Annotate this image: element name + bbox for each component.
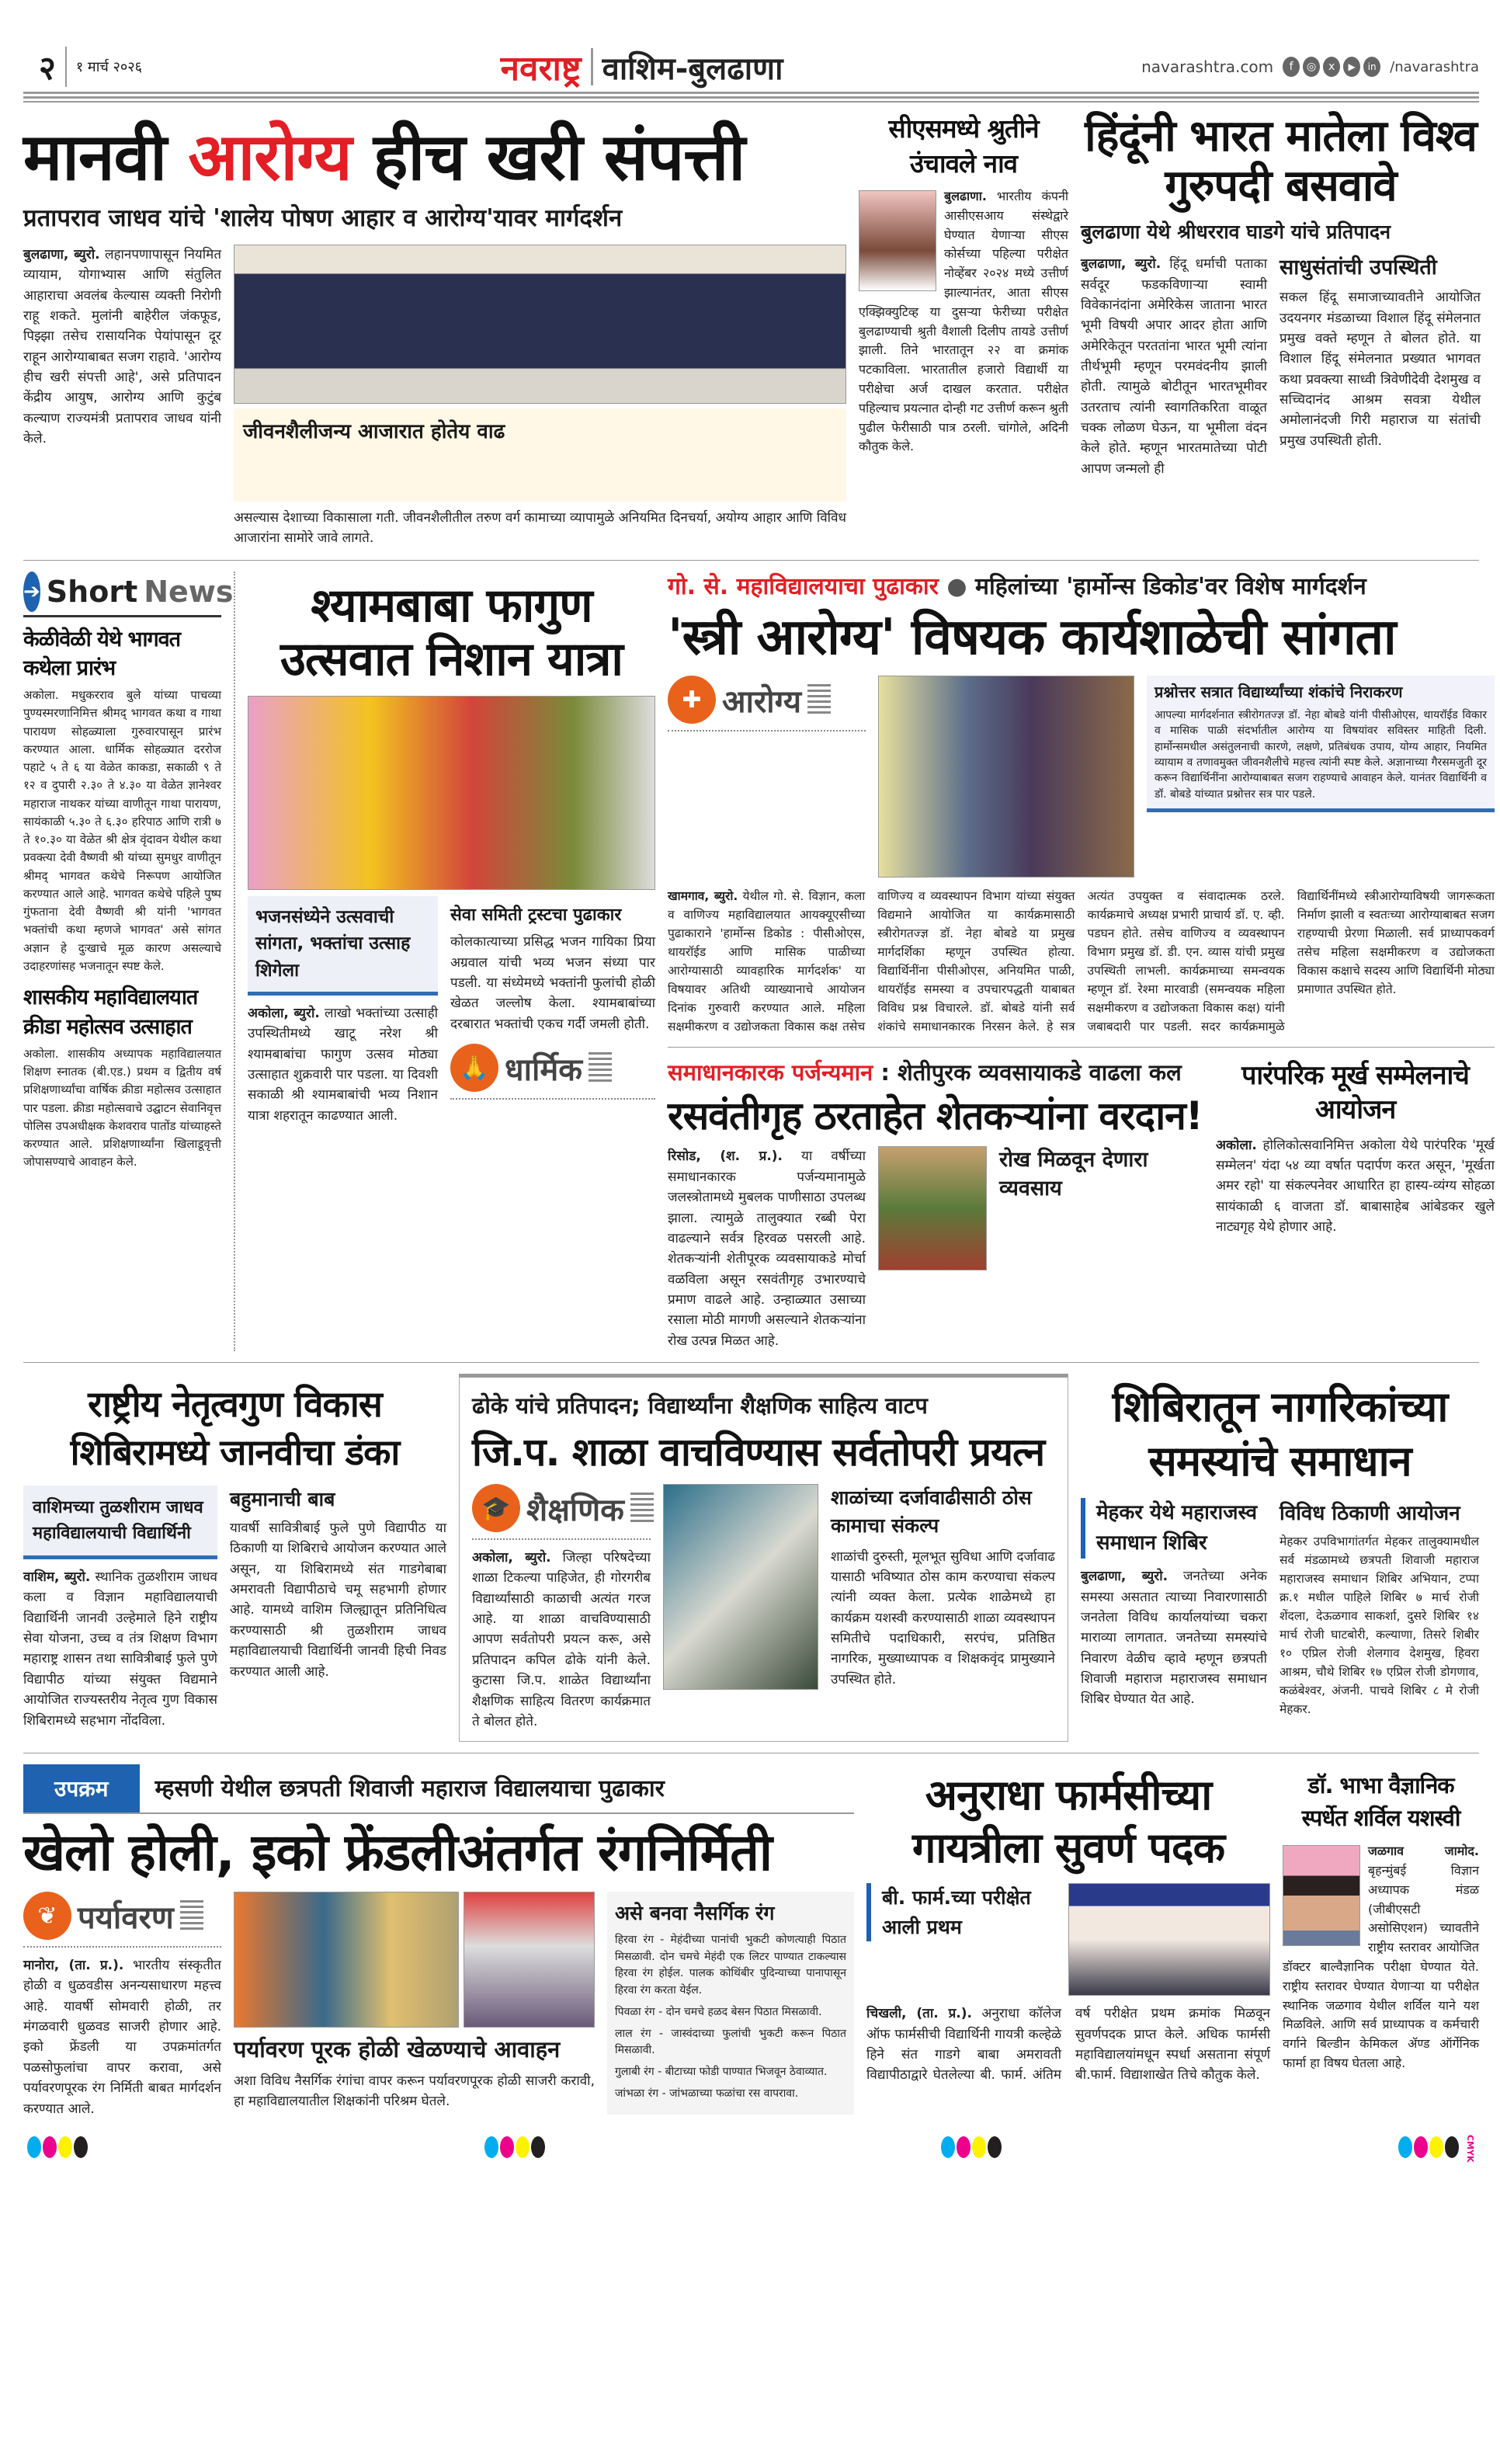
list-item: लाल रंग - जास्वंदाच्या फुलांची भुकटी करून पिठात मिसळावी.: [615, 2027, 846, 2057]
event-photo: [878, 676, 1134, 878]
rasvanti-row: [668, 1058, 1495, 1351]
info-box: [23, 1486, 217, 1559]
magenta-dot: [1414, 2136, 1428, 2158]
tag: उपक्रम: [23, 1764, 140, 1812]
short-news-header: [23, 572, 234, 617]
side-title: साधुसंतांची उपस्थिती: [1280, 255, 1437, 280]
edition-name: वाशिम-बुलढाणा: [602, 50, 783, 87]
body-text: लहानपणापासून नियमित व्यायाम, योगाभ्यास आणि संतुलित आहाराचा अवलंब केल्यास व्यक्ती निरोगी राहू शकते. मुलांनी बाहेरील जंकफूड, पिझ्झा तसेच रासायनिक पेयांपासून दूर राहून आरोग्याबाबत सजग राहावे. 'आरोग्य हीच खरी संपत्ती आहे', असे प्रतिपादन केंद्रीय आयुष, आरोग्य आणि कुटुंब कल्याण राज्यमंत्री प्रतापराव जाधव यांनी केले.: [23, 246, 222, 447]
body-text: स्थानिक तुळशीराम जाधव कला व विज्ञान महाविद्यालयाची विद्यार्थिनी जानवी उल्हेमाले हिने राष्ट्रीय सेवा योजना, उच्च व तंत्र शिक्षण विभाग महाराष्ट्र शासन तथा सावित्रीबाई फुले पुणे विद्यापीठ यांच्या संयुक्त विद्यमाने आयोजित राज्यस्तरीय नेतृत्व गुण विकास शिबिरामध्ये सहभाग नोंदविला.: [23, 1569, 218, 1729]
divider: [23, 1362, 1479, 1363]
side-body: शाळांची दुरुस्ती, मूलभूत सुविधा आणि दर्जावाढ यासाठी भविष्यात ठोस काम करण्याचा संकल्प त्यांनी व्यक्त केला. प्रत्येक शाळेमध्ये हा कार्यक्रम यशस्वी करण्यासाठी शाळा व्यवस्थापन समितीचे पदाधिकारी, सरपंच, प्रतिष्ठित नागरिक, मुख्याध्यापक व शिक्षकवृंद प्रामुख्याने उपस्थित होते.: [831, 1548, 1055, 1687]
article-tail: अशा विविध नैसर्गिक रंगांचा वापर करून पर्यावरणपूरक होळी साजरी करावी, हा महाविद्यालयातील शिक्षकांनी परिश्रम घेतले.: [234, 2073, 595, 2110]
news-item: [23, 625, 221, 976]
subhead: बुलढाणा येथे श्रीधरराव घाडगे यांचे प्रतिपादन: [1081, 220, 1391, 243]
kicker-red: समाधानकारक पर्जन्यमान: [668, 1059, 873, 1086]
group-photo: [234, 245, 846, 404]
print-marks: [23, 2135, 1479, 2163]
body-text: लाखो भक्तांच्या उत्साही उपस्थितीमध्ये खाटू नरेश श्री श्यामबाबांचा फागुण उत्सव मोठ्या उत्साहात शुक्रवारी पार पडला. या दिवशी सकाळी श्री श्यामबाबांची भव्य निशान यात्रा शहरातून काढण्यात आली.: [248, 1006, 439, 1124]
article-body: [1216, 1135, 1495, 1238]
headline: 'स्त्री आरोग्य' विषयक कार्यशाळेची सांगता: [668, 608, 1396, 666]
facebook-icon[interactable]: f: [1283, 57, 1300, 77]
divider: [65, 47, 67, 87]
story-columns: [472, 1484, 1055, 1732]
event-photo: [464, 1892, 595, 2028]
dateline: अकोला, ब्युरो.: [248, 1006, 320, 1022]
story-columns: [23, 1486, 446, 1731]
body-text: येथील गो. से. विज्ञान, कला व वाणिज्य महाविद्यालयात आयक्यूएसीच्या पुढाकाराने 'हार्मोन्स डिकोड : पीसीओएस, थायरॉईड आणि मासिक पाळीच्या आरोग्यासाठी व्यावहारिक मार्गदर्शक' या विषयावर अतिथी व्याख्यानाचे आयोजन दिनांक गुरुवारी करण्यात आले. महिला सक्षमीकरण व उद्योजकता विकास कक्ष तसेच वाणिज्य व व्यवस्थापन विभाग यांच्या संयुक्त विद्यमाने आयोजित या कार्यक्रमासाठी स्त्रीरोगतज्ज्ञ डॉ. नेहा बोबडे या प्रमुख मार्गदर्शिका म्हणून उपस्थित होत्या. विद्यार्थिनींना पीसीओएस, अनियमित पाळी, थायरॉईड समस्या व उपचारपद्धती याबाबत विविध प्रश्न विचारले. डॉ. बोबडे यांनी सर्व शंकांचे समाधानकारक निरसन केले. हे सत्र अत्यंत उपयुक्त व संवादात्मक ठरले. कार्यक्रमाचे अध्यक्ष प्रभारी प्राचार्य डॉ. ए. व्ही. पडघन होते. तसेच वाणिज्य व व्यवस्थापन विभाग प्रमुख डॉ. डी. एन. व्यास यांची प्रमुख उपस्थिती लाभली. कार्यक्रमाच्या समन्वयक म्हणून डॉ. रेश्मा मारवाडी (समन्वयक महिला सक्षमीकरण व उद्योजकता विकास कक्ष) यांनी जबाबदारी पार पडली. सदर कार्यक्रमामुळे विद्यार्थिनींमध्ये स्त्रीआरोग्याविषयी जागरूकता निर्माण झाली व स्वतःच्या आरोग्याबाबत सजग राहण्याची प्रेरणा मिळाली. सर्व प्राध्यापकवर्ग तसेच महिला सक्षमीकरण व उद्योजकता विकास कक्षाचे सदस्य आणि विद्यार्थिनी मोठ्या प्रमाणात उपस्थित होते.: [668, 889, 1495, 1034]
box-title: वाशिमच्या तुळशीराम जाधव महाविद्यालयाची विद्यार्थिनी: [33, 1498, 203, 1544]
dateline: बुलढाणा, ब्युरो.: [1081, 1569, 1168, 1585]
story-cs: [859, 112, 1068, 457]
section-tag: [472, 1484, 651, 1540]
headline: श्यामबाबा फागुण उत्सवात निशान यात्रा: [280, 578, 623, 686]
row-lower: [23, 1374, 1479, 1742]
divider: [234, 572, 235, 1351]
left-column: [23, 1892, 221, 2119]
row-top: [23, 112, 1479, 549]
article-body: [23, 245, 221, 449]
info-box: [607, 1892, 854, 2115]
row-bottom: [23, 1764, 1479, 2119]
row-middle: [23, 572, 1495, 1351]
headline: खेलो होली, इको फ्रेंडलीअंतर्गत रंगनिर्मिती: [23, 1823, 772, 1883]
dateline: वाशिम, ब्युरो.: [23, 1569, 91, 1586]
namaste-icon: 🙏: [450, 1044, 498, 1092]
side-title: सेवा समिती ट्रस्टचा पुढाकार: [450, 905, 622, 925]
article-body: [859, 187, 1068, 457]
cmyk-label: CMYK: [1464, 2134, 1475, 2163]
youtube-icon[interactable]: ▶: [1343, 57, 1360, 77]
story-holi: [23, 1764, 854, 2119]
headline: [23, 120, 846, 195]
dateline: चिखली, (ता. प्र.).: [866, 2006, 972, 2022]
kicker-red: गो. से. महाविद्यालयाचा पुढाकार: [668, 572, 939, 600]
media-row: [866, 1883, 1270, 1996]
story-murkh: [1216, 1058, 1495, 1237]
linkedin-icon[interactable]: in: [1363, 57, 1380, 77]
article-body: [1283, 1842, 1479, 2073]
sugarcane-photo: [878, 1146, 987, 1270]
event-photo: [234, 1892, 459, 2028]
side-title: शाळांच्या दर्जावाढीसाठी ठोस कामाचा संकल्प: [831, 1486, 1032, 1538]
story-hindu: [1081, 112, 1481, 479]
article-body: [866, 2004, 1270, 2085]
decorative-lines: [630, 1493, 654, 1524]
cyan-dot: [941, 2136, 955, 2158]
story-columns: [23, 245, 846, 549]
instagram-icon[interactable]: ◎: [1303, 57, 1320, 77]
story-columns: [23, 1892, 854, 2119]
info-box: [248, 896, 438, 996]
article-body: [23, 1567, 217, 1731]
section-tag: [23, 1892, 221, 1948]
yellow-dot: [516, 2136, 530, 2158]
item-title: शासकीय महाविद्यालयात क्रीडा महोत्सव उत्साहात: [23, 985, 198, 1039]
article-body: [1081, 254, 1267, 479]
student-photo: [859, 190, 936, 291]
graduation-cap-icon: 🎓: [472, 1484, 520, 1532]
divider: [591, 48, 593, 85]
masthead: [23, 45, 1479, 89]
story-columns: [1081, 254, 1481, 479]
label: News: [144, 574, 234, 609]
story-columns: [1081, 1498, 1479, 1719]
article-body: [248, 1003, 438, 1126]
kicker-bar: [23, 1764, 854, 1814]
headline: डॉ. भाभा वैज्ञानिक स्पर्धेत शर्विल यशस्वी: [1301, 1772, 1460, 1832]
magenta-dot: [957, 2136, 970, 2158]
info-box: [866, 1883, 1061, 1941]
yellow-dot: [1429, 2136, 1443, 2158]
story-zp: [459, 1374, 1068, 1742]
section-label: पर्यावरण: [78, 1899, 174, 1936]
story-shibir: [1081, 1374, 1479, 1719]
dateline: खामगाव, ब्युरो.: [668, 889, 738, 904]
website-link[interactable]: navarashtra.com: [1141, 57, 1274, 76]
dateline: बुलढाणा.: [944, 189, 987, 204]
left-column: [23, 1486, 217, 1731]
dateline: रिसोड, (श. प्र.).: [668, 1149, 783, 1165]
headline-part: हीच खरी संपत्ती: [351, 119, 745, 195]
left-column: [1081, 1498, 1267, 1709]
section-tag: [668, 676, 866, 732]
side-title: बहुमानाची बाब: [230, 1488, 335, 1511]
kicker: म्हसणी येथील छत्रपती शिवाजी महाराज विद्यालयाचा पुढाकार: [155, 1774, 665, 1802]
info-box: [1081, 1498, 1267, 1559]
side-title: विविध ठिकाणी आयोजन: [1280, 1502, 1460, 1526]
story-health: [23, 112, 846, 549]
dateline: अकोला.: [1216, 1137, 1257, 1153]
dateline: जळगाव जामोद.: [1368, 1844, 1479, 1859]
student-photo: [1283, 1845, 1360, 1946]
x-icon[interactable]: x: [1323, 57, 1340, 77]
headline: जि.प. शाळा वाचविण्यास सर्वतोपरी प्रयत्न: [472, 1429, 1045, 1475]
label: Short: [46, 574, 138, 609]
short-news: [23, 572, 234, 1172]
subhead: रोख मिळवून देणारा व्यवसाय: [999, 1148, 1148, 1201]
social-icons: [1283, 57, 1380, 77]
magenta-dot: [500, 2136, 514, 2158]
black-dot: [988, 2136, 1002, 2158]
box-title: मेहकर येथे महाराजस्व समाधान शिबिर: [1096, 1501, 1258, 1555]
story-columns: [668, 1146, 1203, 1350]
list-item: जांभळा रंग - जांभळाच्या फळांचा रस वापरावा.: [615, 2087, 799, 2100]
side-body: कोलकात्याच्या प्रसिद्ध भजन गायिका प्रिया अग्रवाल यांची भव्य भजन संध्या पार पडली. या संध्येमध्ये भक्तांनी फुलांची होळी खेळत जल्लोष केला. श्यामबाबांच्या दरबारात भक्तांची एकच गर्दी जमली होती.: [450, 934, 655, 1032]
right-column: [450, 896, 655, 1100]
section-tag: [450, 1044, 655, 1100]
box-title: जीवनशैलीजन्य आजारात होतेय वाढ: [243, 419, 505, 443]
divider: [23, 560, 1479, 561]
middle-column: [234, 1892, 595, 2111]
list-item: हिरवा रंग - मेहंदीच्या पानांची भुकटी कोणत्याही पिठात मिसळावी. दोन चमचे मेहंदी एक लिटर पाण्यात टाकल्यास हिरवा रंग होईल. पालक कोथिंबीर पुदिन्याच्या पानापासून हिरवा रंग करता येईल.: [615, 1934, 846, 1997]
headline: रसवंतीगृह ठरताहेत शेतकऱ्यांना वरदान!: [668, 1093, 1203, 1138]
body-text: या वर्षीच्या समाधानकारक पर्जन्यमानामुळे जलस्त्रोतामध्ये मुबलक पाणीसाठा उपलब्ध झाला. त्यामुळे तालुक्यात रब्बी पेरा वाढल्याने सर्वत्र हिरवळ पसरली आहे. शेतकऱ्यांनी शेतीपूरक व्यवसायाकडे मोर्चा वळविला असून रसवंतीगृह उभारण्याचे प्रमाण वाढले आहे. उन्हाळ्यात उसाच्या रसाला मोठी मागणी असल्याने शेतकऱ्यांना रोख उत्पन्न मिळत आहे.: [668, 1149, 866, 1349]
registration-marks: [484, 2136, 547, 2161]
article-body: [668, 1146, 866, 1350]
yellow-dot: [972, 2136, 986, 2158]
headline: सीएसमध्ये श्रुतीने उंचावले नाव: [888, 113, 1039, 179]
decorative-lines: [589, 1052, 612, 1083]
black-dot: [531, 2136, 545, 2158]
dateline: अकोला, ब्युरो.: [472, 1550, 551, 1566]
body-text: बृहन्मुंबई विज्ञान अध्यापक मंडळ (जीबीएसटी असोसिएशन) च्यावतीने राष्ट्रीय स्तरावर आयोजित डॉक्टर बाल्वैज्ञानिक परीक्षा घेण्यात येते. राष्ट्रीय स्तरावर घेण्यात येणाऱ्या या परीक्षेत स्थानिक जळगाव येथील शर्विल याने यश मिळविले. आणि सर्व प्राध्यापक व कर्मचारी वर्गाने बिल्डीन केमिकल ॲण्ड ऑर्गेनिक फार्मा हा विषय घेतला आहे.: [1283, 1863, 1479, 2071]
story-bhabha: [1283, 1764, 1479, 2073]
section-label: शैक्षणिक: [526, 1492, 624, 1528]
headline-part: मानवी: [23, 119, 189, 195]
kicker: [668, 1058, 1203, 1088]
dateline: मानोरा, (ता. प्र.).: [23, 1958, 124, 1974]
headline: अनुराधा फार्मसीच्या गायत्रीला सुवर्ण पदक: [911, 1771, 1225, 1872]
decorative-lines: [807, 684, 831, 715]
article-body: [668, 887, 1495, 1036]
story-anuradha: [866, 1764, 1270, 2085]
social-handle[interactable]: /navarashtra: [1390, 58, 1480, 75]
section-label: आरोग्य: [722, 683, 802, 720]
subhead: पर्यावरण पूरक होळी खेळण्याचे आवाहन: [234, 2036, 561, 2063]
left-column: [248, 896, 438, 1127]
headline: शिबिरातून नागरिकांच्या समस्यांचे समाधान: [1112, 1381, 1448, 1486]
story-gose: [668, 572, 1495, 1037]
info-box: [1147, 676, 1495, 812]
right-stack: [668, 572, 1495, 1351]
article-tail: असल्यास देशाच्या विकासाला गती. जीवनशैलीतील तरुण वर्ग कामाच्या व्यापामुळे अनियमित दिनचर्या, अयोग्य आहार आणि विविध आजारांना सामोरे जावे लागते.: [234, 509, 846, 547]
leaf-icon: ❦: [23, 1892, 71, 1940]
headline-highlight: आरोग्य: [188, 119, 352, 195]
info-box: [234, 408, 846, 502]
story-right: [234, 245, 846, 549]
award-photo: [1068, 1883, 1270, 1996]
page-number: २: [39, 48, 56, 87]
box-title: प्रश्नोत्तर सत्रात विद्यार्थ्यांच्या शंकांचे निराकरण: [1155, 683, 1403, 702]
kicker: ढोके यांचे प्रतिपादन; विद्यार्थ्यांना शैक्षणिक साहित्य वाटप: [472, 1392, 928, 1419]
box-body: आपल्या मार्गदर्शनात स्त्रीरोगतज्ज्ञ डॉ. नेहा बोबडे यांनी पीसीओएस, थायरॉईड विकार व मासिक पाळी संदर्भातील आरोग्य या विषयांवर सविस्तर माहिती दिली. हार्मोन्समधील असंतुलनाची कारणे, लक्षणे, प्रतिबंधक उपाय, योग्य आहार, नियमित व्यायाम व तणावमुक्त जीवनशैलीचे महत्त्व त्यांनी स्पष्ट केले. अज्ञानाच्या गैरसमजुती दूर करून विद्यार्थिनींना आरोग्याबाबत सजग राहण्याचे आवाहन केले. यानंतर विद्यार्थिनी व डॉ. बोबडे यांच्यात प्रश्नोत्तर सत्र पार पडले.: [1155, 709, 1487, 801]
registration-marks: [941, 2136, 1003, 2161]
subhead: प्रतापराव जाधव यांचे 'शालेय पोषण आहार व आरोग्य'यावर मार्गदर्शन: [23, 203, 623, 232]
media-row: [668, 676, 1495, 878]
box-title: असे बनवा नैसर्गिक रंग: [615, 1902, 775, 1925]
right-column: [230, 1486, 446, 1682]
story-columns: [248, 896, 655, 1127]
headline: हिंदूंनी भारत मातेला विश्व गुरुपदी बसवावे: [1085, 111, 1477, 212]
body-text: हिंदू धर्माची पताका सर्वदूर फडकविणाऱ्या स्वामी विवेकानंदांना अमेरिकेस जाताना भारत भूमी विषयी अपार आदर होता आणि अमेरिकेतून परततांना भारत भूमी त्यांना तीर्थभूमी म्हणून परमवंदनीय झाली होती. त्यामुळे बोटीतून भारतभूमीवर उतरताच त्यांनी स्वागतिकरिता वाळूत चक्क लोळण घेऊन, या भूमीला वंदन केले होते. म्हणून भारतमातेच्या पोटी आपण जन्मलो ही: [1081, 256, 1267, 477]
masthead-rule: [23, 92, 1479, 103]
side-column: [1280, 254, 1481, 451]
item-title: केळीवेळी येथे भागवत कथेला प्रारंभ: [23, 627, 181, 681]
cyan-dot: [484, 2136, 498, 2158]
right-column: [831, 1484, 1055, 1690]
photo-row: [234, 1892, 595, 2028]
story-janvi: [23, 1374, 446, 1731]
body-text: भारतीय संस्कृतीत होळी व धुळवडीस अनन्यसाधारण महत्त्व आहे. यावर्षी सोमवारी होळी, तर मंगळवारी धुळवड साजरी होणार आहे. इको फ्रेंडली या उपक्रमांतर्गत पळसोफुलांचा वापर करावा, असे पर्यावरणपूरक रंग निर्मिती बाबत मार्गदर्शन करण्यात आले.: [23, 1958, 221, 2117]
box-title: बी. फार्म.च्या परीक्षेत आली प्रथम: [882, 1886, 1031, 1938]
box-title: भजनसंध्येने उत्सवाची सांगता, भक्तांचा उत्साह शिगेला: [255, 906, 411, 981]
side-body: मेहकर उपविभागांतर्गत मेहकर तालुक्यामधील सर्व मंडळामध्ये छत्रपती शिवाजी महाराज महाराजस्व समाधान शिबिर अभियान, टप्पा क्र.१ मधील पाहिले शिबिर ७ मार्च रोजी शेंदला, देऊळगाव साकर्शा, दुसरे शिबिर १४ मार्च रोजी घाटबोरी, कल्याणा, तिसरे शिबीर १० एप्रिल रोजी शेलगाव देशमुख, हिवरा आश्रम, चौथे शिबिर १७ एप्रिल रोजी डोगणाव, कळंबेश्वर, अंजनी. पाचवे शिबिर ८ मे रोजी मेहकर.: [1280, 1534, 1479, 1717]
registration-marks: [27, 2136, 89, 2161]
health-icon: ✚: [668, 676, 716, 724]
magenta-dot: [43, 2136, 57, 2158]
body-text: होलिकोत्सवानिमित्त अकोला येथे पारंपरिक 'मूर्ख सम्मेलन' यंदा ५४ व्या वर्षात पदार्पण करत असून, 'मूर्खता अमर रहो' या संकल्पनेवर आधारित हा हास्य-व्यंग्य सोहळा सायंकाळी ६ वाजता डॉ. बाबासाहेब आंबेडकर खुले नाट्यगृह येथे होणार आहे.: [1216, 1137, 1495, 1235]
kicker-text: महिलांच्या 'हार्मोन्स डिकोड'वर विशेष मार्गदर्शन: [975, 572, 1366, 600]
story-shyambaba: [248, 572, 655, 1127]
section-label: धार्मिक: [505, 1051, 582, 1088]
body-text: अनुराधा कॉलेज ऑफ फार्मसीची विद्यार्थिनी गायत्री कल्हेळे हिने संत गाडगे बाबा अमरावती विद्यापीठाद्वारे घेतलेल्या बी. फार्म. अंतिम वर्ष परीक्षेत प्रथम क्रमांक मिळवून सुवर्णपदक प्राप्त केले. अधिक फार्मसी महाविद्यालयांमधून स्पर्धा असताना संपूर्ण बी.फार्म. विद्याशाखेत तिचे कौतुक केले.: [866, 2006, 1270, 2083]
black-dot: [1445, 2136, 1459, 2158]
kicker-text: : शेतीपुरक व्यवसायाकडे वाढला कल: [873, 1059, 1182, 1086]
decorative-lines: [180, 1900, 203, 1931]
side-body: यावर्षी सावित्रीबाई फुले पुणे विद्यापीठ या ठिकाणी या शिबिराचे आयोजन करण्यात आले असून, या शिबिरामध्ये संत गाडगेबाबा अमरावती विद्यापीठाचे चमू सहभागी होणार आहे. यामध्ये वाशिम जिल्ह्यातून प्रतिनिधित्व करण्यासाठी श्री तुळशीराम जाधव महाविद्यालयाची विद्यार्थिनी जानवी हिची निवड करण्यात आली आहे.: [230, 1520, 446, 1680]
left-column: [472, 1484, 651, 1732]
side-body: सकल हिंदू समाजाच्यावतीने आयोजित उदयनगर मंडळाच्या विशाल हिंदू संमेलनात प्रमुख वक्ते म्हणून ते बोलत होते. या विशाल हिंदू संमेलनात प्रख्यात भागवत कथा प्रवक्त्या साध्वी त्रिवेणीदेवी देशमुख व सच्चिदानंद आश्रम सवत्रा येथील अमोलानंदजी गिरी महाराज या संतांची प्रमुख उपस्थिती होती.: [1280, 290, 1481, 449]
color-list: [615, 1932, 846, 2102]
headline: राष्ट्रीय नेतृत्वगुण विकास शिबिरामध्ये जानवीचा डंका: [70, 1382, 400, 1474]
divider: [668, 1047, 1495, 1048]
cyan-dot: [1398, 2136, 1412, 2158]
article-body: [472, 1548, 651, 1732]
newspaper-logo[interactable]: नवराष्ट्र: [500, 49, 582, 89]
kicker: [668, 572, 1495, 602]
article-body: [1081, 1566, 1267, 1709]
arrow-icon: ➔: [23, 572, 40, 612]
dateline: बुलढाणा, ब्युरो.: [1081, 256, 1161, 273]
news-item: [23, 983, 221, 1171]
issue-date: १ मार्च २०२६: [75, 59, 142, 75]
item-body: अकोला. शासकीय अध्यापक महाविद्यालयात शिक्षण स्नातक (बी.एड.) प्रथम व द्वितीय वर्ष प्रशिक्षणार्थ्यांचा वार्षिक क्रीडा महोत्सव उत्साहात पार पडला. क्रीडा महोत्सवाचे उद्घाटन सेवानिवृत्त पोलिस उपअधीक्षक केशवराव पातोंड यांच्याहस्ते करण्यात आले. प्रशिक्षणार्थ्यांना खिलाडूवृत्ती जोपासण्याचे आवाहन केले.: [23, 1046, 221, 1169]
cyan-dot: [27, 2136, 41, 2158]
right-column: [1280, 1498, 1479, 1719]
list-item: पिवळा रंग - दोन चमचे हळद बेसन पिठात मिसळावी.: [615, 2005, 822, 2018]
item-body: अकोला. मधुकरराव बुले यांच्या पाचव्या पुण्यस्मरणानिमित्त श्रीमद्‌ भागवत कथा व गाथा पारायण सोहळ्याला गुरुवारपासून प्रारंभ करण्यात आला. धार्मिक सोहळ्यात दररोज पहाटे ५ ते ६ या वेळेत काकडा, सकाळी ९ ते १२ व दुपारी २.३० ते ४.३० या वेळेत ज्ञानेश्वर महाराज नाथकर यांच्या वाणीतून गाथा पारायण, सायंकाळी ५.३० ते ६.३० हरिपाठ आणि रात्री ७ ते १०.३० या वेळेत श्री क्षेत्र वृंदावन येथील कथा प्रवक्त्या देवी वैष्णवी श्री यांच्या सुमधुर वाणीतून श्रीमद्‌ भागवत कथेचे निरूपण आयोजित करण्यात आले आहे. भागवत कथेचे पहिले पुष्प गुंफताना देवी वैष्णवी श्री यांनी 'भागवत भक्तांची कथा म्हणजे भागवत' असे सांगत अज्ञान हे दुःखाचे मूळ कारण असल्याचे उदाहरणांसह भजनातून स्पष्ट केले.: [23, 688, 221, 973]
bullet: ●: [946, 572, 967, 600]
body-text: भारतीय कंपनी आसीएसआय संस्थेद्वारे घेण्यात येणाऱ्या सीएस कोर्सच्या पहिल्या परीक्षेत नोव्हेंबर २०२४ मध्ये उत्तीर्ण झाल्यानंतर, आता सीएस एक्झिक्युटिव्ह या दुसऱ्या फेरीच्या परीक्षेत बुलढाण्याची श्रुती वैशाली दिलीप तायडे उत्तीर्ण झाली. तिने भारतातून २२ वा क्रमांक पटकाविला. भारतातील हजारो विद्यार्थी या परीक्षेचा अर्ज दाखल करतात. परीक्षेत पहिल्याच प्रयत्नात दोन्ही गट उत्तीर्ण करून श्रुती पुढील फेरीसाठी पात्र ठरली. चांगोले, अदिनी कौतुक केले.: [859, 189, 1068, 454]
yellow-dot: [58, 2136, 72, 2158]
black-dot: [74, 2136, 88, 2158]
registration-marks: [1398, 2136, 1460, 2161]
dateline: बुलढाणा, ब्युरो.: [23, 246, 100, 262]
event-photo: [663, 1484, 818, 1690]
list-item: गुलाबी रंग - बीटाच्या फोडी पाण्यात भिजवून ठेवाव्यात.: [615, 2065, 828, 2078]
article-body: [23, 1955, 221, 2119]
body-text: जिल्हा परिषदेच्या शाळा टिकल्या पाहिजेत, ही गोरगरीब विद्यार्थ्यांसाठी काळाची अत्यंत गरज आहे. या शाळा वाचविण्यासाठी आपण सर्वतोपरी प्रयत्न करू, असे प्रतिपादन कपिल ढोके यांनी केले. कुटासा जि.प. शाळेत विद्यार्थ्यांना शैक्षणिक साहित्य वितरण कार्यक्रमात ते बोलत होते.: [472, 1550, 651, 1729]
body-text: जनतेच्या अनेक समस्या असतात त्याच्या निवारणासाठी जनतेला विविध कार्यालयांच्या चकरा माराव्या लागतात. जनतेच्या समस्यांचे निवारण वेळीच व्हावे म्हणून छत्रपती शिवाजी महाराज महाराजस्व समाधान शिबिर घेण्यात येत आहे.: [1081, 1569, 1267, 1708]
headline: पारंपरिक मूर्ख सम्मेलनाचे आयोजन: [1241, 1060, 1469, 1126]
procession-photo: [248, 696, 655, 890]
story-rasvanti: [668, 1058, 1203, 1351]
marks-end: [1398, 2135, 1475, 2163]
